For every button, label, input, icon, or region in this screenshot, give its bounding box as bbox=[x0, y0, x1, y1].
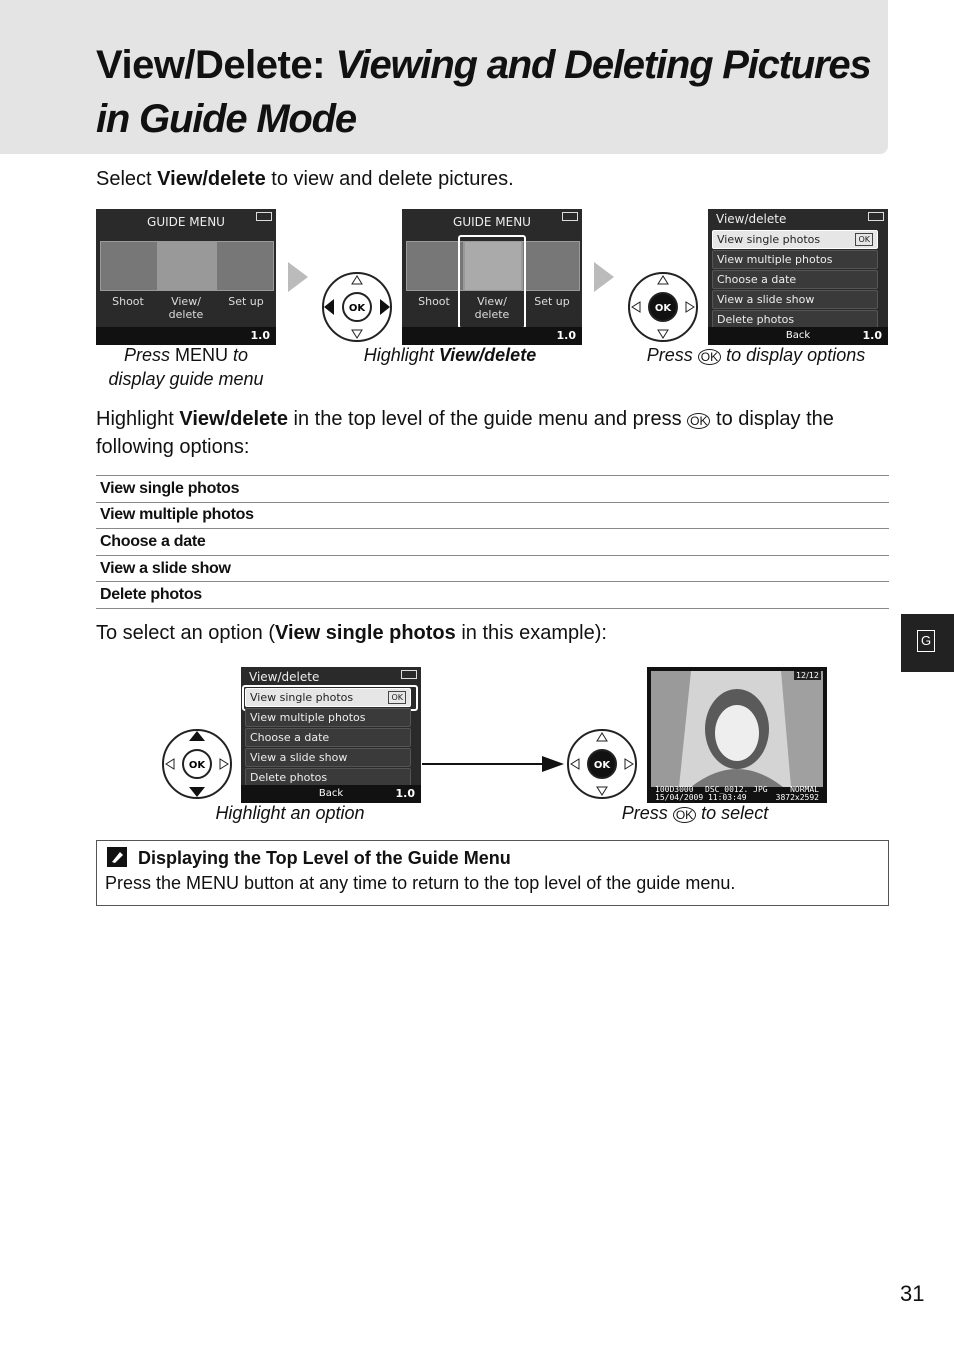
menu-option: Delete photos bbox=[712, 310, 878, 329]
ok-icon: OK bbox=[698, 349, 721, 365]
caption-step-4: Highlight an option bbox=[215, 803, 365, 823]
guide-menu-screen-2: GUIDE MENU Shoot View/ delete Set up 1.0 bbox=[402, 209, 582, 345]
pencil-note-icon bbox=[107, 847, 127, 867]
status-bar: Back 1.0 bbox=[708, 327, 888, 345]
battery-icon bbox=[562, 212, 578, 221]
menu-option: View a slide show bbox=[712, 290, 878, 309]
table-row: Choose a date bbox=[96, 529, 889, 556]
portrait-image bbox=[651, 671, 823, 787]
ok-icon: OK bbox=[687, 413, 710, 429]
battery-icon bbox=[868, 212, 884, 221]
long-arrow-icon bbox=[422, 754, 566, 774]
menu-option: View single photos OK bbox=[245, 688, 411, 707]
status-bar: Back 1.0 bbox=[241, 785, 421, 803]
ok-label: OK bbox=[188, 760, 206, 771]
menu-option: Choose a date bbox=[245, 728, 411, 747]
table-row: View multiple photos bbox=[96, 502, 889, 529]
step-arrow-icon bbox=[594, 262, 614, 292]
multi-selector-ok-icon bbox=[565, 727, 639, 801]
camera-image bbox=[406, 241, 464, 291]
note-title: Displaying the Top Level of the Guide Menu bbox=[138, 848, 511, 868]
options-table bbox=[96, 475, 889, 609]
view-delete-menu-screen-2: View/delete View single photos OK View multiple photos Choose a date View a slide show Delete photos Back 1.0 bbox=[241, 667, 421, 803]
tile-setup: Set up bbox=[534, 295, 570, 308]
menu-option: View single photos OK bbox=[712, 230, 878, 249]
camera-image bbox=[100, 241, 158, 291]
multi-selector-left-right-icon bbox=[320, 270, 394, 344]
select-intro-text: To select an option (View single photos in this example): bbox=[96, 622, 607, 644]
status-bar: 1.0 bbox=[96, 327, 276, 345]
menu-option: View multiple photos bbox=[712, 250, 878, 269]
note-body: Press the MENU button at any time to return to the top level of the guide menu. bbox=[105, 873, 736, 893]
tile-setup: Set up bbox=[228, 295, 264, 308]
tile-view-delete: View/ delete bbox=[168, 295, 204, 321]
chapter-tab: G bbox=[901, 614, 954, 672]
caption-step-3: Press OK to display options bbox=[646, 345, 866, 365]
table-row: View a slide show bbox=[96, 555, 889, 582]
table-row: Delete photos bbox=[96, 582, 889, 609]
caption-step-5: Press OK to select bbox=[621, 803, 769, 823]
multi-selector-up-down-icon bbox=[160, 727, 234, 801]
tile-shoot: Shoot bbox=[418, 295, 450, 308]
table-row: View single photos bbox=[96, 476, 889, 503]
status-bar: 1.0 bbox=[402, 327, 582, 345]
photos-image bbox=[158, 241, 216, 291]
note-box bbox=[96, 840, 889, 906]
multi-selector-ok-icon bbox=[626, 270, 700, 344]
caption-step-2: Highlight View/delete bbox=[363, 345, 537, 365]
menu-option: View multiple photos bbox=[245, 708, 411, 727]
menu-option: View a slide show bbox=[245, 748, 411, 767]
ok-label: OK bbox=[593, 760, 611, 771]
camera-back-image bbox=[216, 241, 274, 291]
options-intro-paragraph: Highlight View/delete in the top level of the guide menu and press OK to display the following options: bbox=[96, 408, 834, 458]
page-title: View/Delete: Viewing and Deleting Pictures in Guide Mode bbox=[96, 43, 871, 141]
camera-back-image bbox=[522, 241, 580, 291]
ok-label: OK bbox=[654, 303, 672, 314]
menu-option: Choose a date bbox=[712, 270, 878, 289]
ok-label: OK bbox=[348, 303, 366, 314]
tile-shoot: Shoot bbox=[112, 295, 144, 308]
page-number: 31 bbox=[900, 1281, 925, 1306]
portrait-photo bbox=[651, 671, 823, 787]
intro-text: Select View/delete to view and delete pictures. bbox=[96, 168, 514, 190]
menu-option: Delete photos bbox=[245, 768, 411, 787]
battery-icon bbox=[401, 670, 417, 679]
tile-view-delete: View/ delete bbox=[474, 295, 510, 321]
view-delete-menu-screen-1: View/delete View single photos OK View multiple photos Choose a date View a slide show Delete photos Back 1.0 bbox=[708, 209, 888, 345]
ok-icon: OK bbox=[673, 807, 696, 823]
caption-step-1: Press MENU to display guide menu bbox=[108, 345, 264, 389]
photo-playback-screen: 12/12 100D3000 DSC_0012. JPG NORMAL 15/04/2009 11:03:49 3872x2592 bbox=[647, 667, 827, 803]
step-arrow-icon bbox=[288, 262, 308, 292]
battery-icon bbox=[256, 212, 272, 221]
guide-menu-screen-1: GUIDE MENU Shoot View/ delete Set up 1.0 bbox=[96, 209, 276, 345]
